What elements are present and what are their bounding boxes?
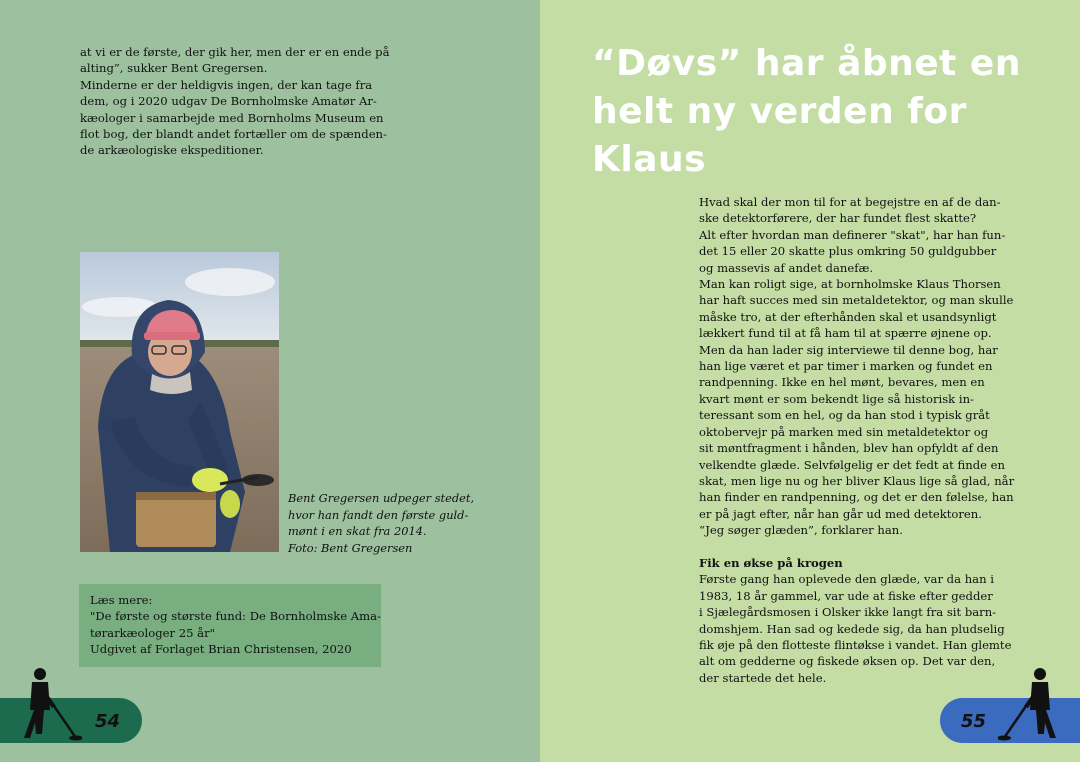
- right-body-line: velkendte glæde. Selvfølgelig er det fedt at finde en: [699, 457, 1006, 472]
- right-body-line: Men da han lader sig interviewe til denne bog, har: [699, 342, 998, 357]
- read-more-box: [79, 584, 381, 667]
- right-body-text: [699, 194, 1019, 686]
- paragraph-spacer: [699, 539, 1019, 555]
- caption-line: Bent Gregersen udpeger stedet,: [288, 491, 475, 505]
- section-line: der startede det hele.: [699, 670, 827, 685]
- right-body-line: det 15 eller 20 skatte plus omkring 50 guldgubber: [699, 244, 997, 259]
- right-body-line: “Jeg søger glæden”, forklarer han.: [699, 523, 903, 538]
- section-line: i Sjælegårdsmosen i Olsker ikke langt fra sit barn-: [699, 605, 997, 620]
- metal-detectorist-icon: [998, 664, 1060, 744]
- section-line: alt om gedderne og fiskede øksen op. Det var den,: [699, 654, 996, 669]
- right-body-line: han finder en randpenning, og det er den følelse, han: [699, 490, 1014, 505]
- page-number-right: 55: [961, 711, 987, 732]
- caption-line: hvor han fandt den første guld-: [288, 507, 469, 522]
- right-body-line: han lige været et par timer i marken og fundet en: [699, 359, 993, 374]
- left-body-text: [80, 44, 390, 159]
- right-body-line: og massevis af andet danefæ.: [699, 260, 874, 275]
- right-body-line: oktobervejr på marken med sin metaldetektor og: [699, 424, 989, 439]
- right-body-line: måske tro, at der efterhånden skal et usandsynligt: [699, 309, 997, 324]
- article-title: [592, 40, 1052, 184]
- left-body-line: flot bog, der blandt andet fortæller om de spænden-: [80, 127, 387, 142]
- read-more-line: tørarkæologer 25 år": [90, 625, 215, 640]
- title-line: Klaus: [592, 139, 707, 180]
- section-line: 1983, 18 år gammel, var ude at fiske efter gedder: [699, 588, 993, 603]
- photo-illustration: [80, 252, 279, 552]
- right-body-line: Man kan roligt sige, at bornholmske Klaus Thorsen: [699, 277, 1001, 292]
- metal-detectorist-icon: [20, 664, 82, 744]
- left-body-line: Minderne er der heldigvis ingen, der kan tage fra: [80, 77, 373, 92]
- right-page: [540, 0, 1080, 762]
- left-body-line: dem, og i 2020 udgav De Bornholmske Amatør Ar-: [80, 94, 377, 109]
- right-body-line: lækkert fund til at få ham til at spærre øjnene op.: [699, 326, 992, 341]
- section-line: fik øje på den flotteste flintøkse i vandet. Han glemte: [699, 637, 1012, 652]
- right-body-line: Alt efter hvordan man definerer "skat", har han fun-: [699, 227, 1006, 242]
- right-body-line: randpenning. Ikke en hel mønt, bevares, men en: [699, 375, 985, 390]
- caption-line: Foto: Bent Gregersen: [288, 540, 413, 555]
- left-body-line: alting”, sukker Bent Gregersen.: [80, 61, 268, 76]
- title-line: helt ny verden for: [592, 91, 967, 132]
- section-subheading: Fik en økse på krogen: [699, 555, 843, 570]
- left-body-line: de arkæologiske ekspeditioner.: [80, 143, 264, 158]
- right-body-line: skat, men lige nu og her bliver Klaus lige så glad, når: [699, 473, 1015, 488]
- right-body-line: teressant som en hel, og da han stod i typisk gråt: [699, 408, 990, 423]
- title-line: “Døvs” har åbnet en: [592, 43, 1021, 84]
- right-body-line: sit møntfragment i hånden, blev han opfyldt af den: [699, 441, 999, 456]
- caption-line: mønt i en skat fra 2014.: [288, 524, 427, 539]
- right-body-line: er på jagt efter, når han går ud med detektoren.: [699, 506, 982, 521]
- page-number-left: 54: [95, 711, 121, 732]
- right-body-line: ske detektorførere, der har fundet flest skatte?: [699, 211, 977, 226]
- read-more-line: Udgivet af Forlaget Brian Christensen, 2020: [90, 642, 352, 657]
- section-line: Første gang han oplevede den glæde, var da han i: [699, 572, 994, 587]
- read-more-line: "De første og største fund: De Bornholmske Ama-: [90, 609, 381, 624]
- section-line: domshjem. Han sad og kedede sig, da han pludselig: [699, 621, 1005, 636]
- photo-bent-gregersen: [80, 252, 279, 552]
- right-body-line: Hvad skal der mon til for at begejstre en af de dan-: [699, 195, 1001, 209]
- left-body-line: at vi er de første, der gik her, men der er en ende på: [80, 45, 390, 59]
- left-body-line: kæologer i samarbejde med Bornholms Museum en: [80, 110, 384, 125]
- right-body-line: har haft succes med sin metaldetektor, og man skulle: [699, 293, 1014, 308]
- read-more-line: Læs mere:: [90, 593, 153, 607]
- photo-caption: [288, 490, 478, 556]
- right-body-line: kvart mønt er som bekendt lige så historisk in-: [699, 391, 974, 406]
